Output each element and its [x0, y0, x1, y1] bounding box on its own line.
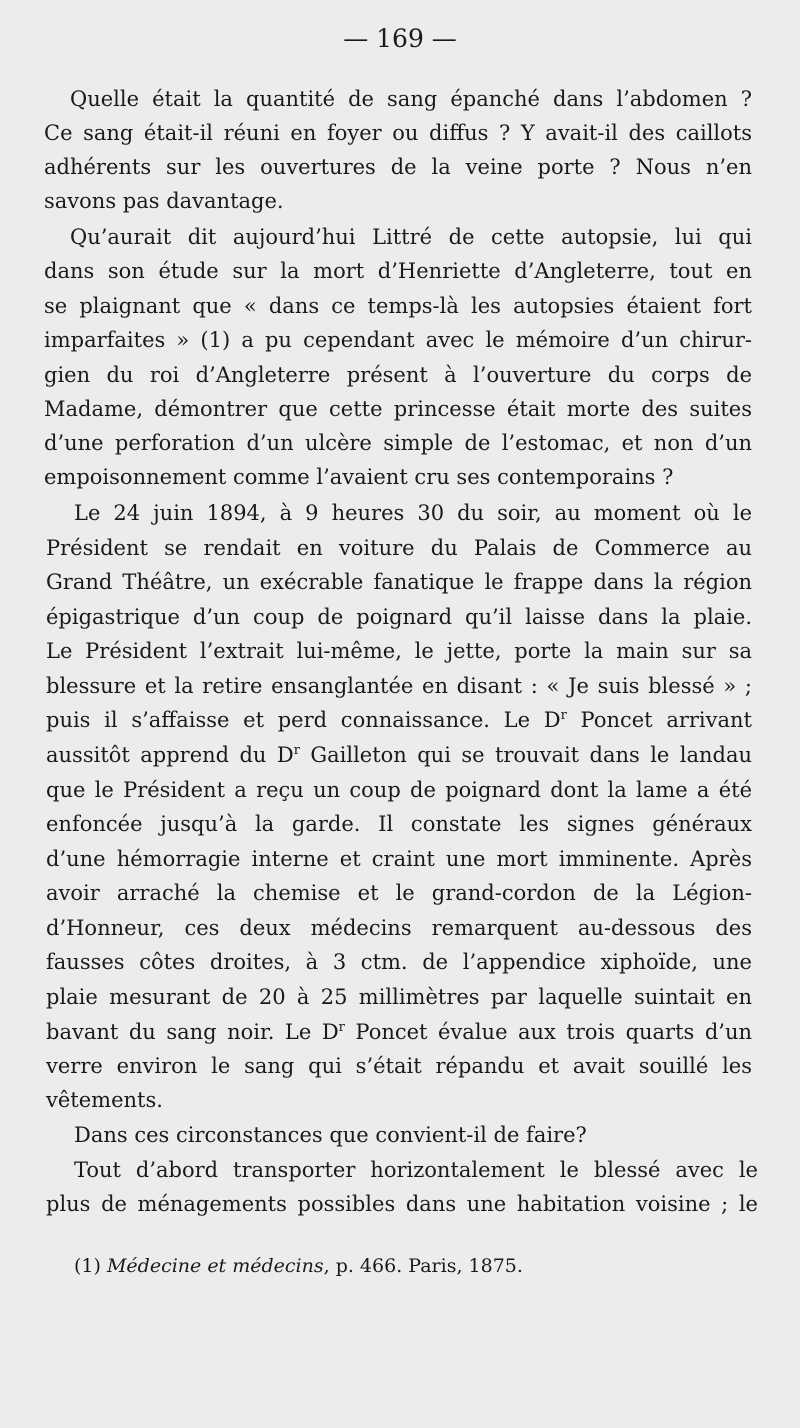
footnote-title: Médecine et médecins — [106, 1255, 324, 1277]
text-line: imparfaites » (1) a pu cependant avec le mémoire d’un chirur- — [44, 328, 752, 352]
text-line: dans son étude sur la mort d’Henriette d’Angleterre, tout en — [44, 259, 752, 283]
text-line: Tout d’abord transporter horizontalement le blessé avec le — [74, 1158, 758, 1182]
text-line: Le Président l’extrait lui-même, le jette, porte la main sur sa — [46, 639, 752, 663]
footnote-rest: , p. 466. Paris, 1875. — [323, 1255, 523, 1277]
text-line: Qu’aurait dit aujourd’hui Littré de cette autopsie, lui qui — [70, 225, 752, 249]
text-line: empoisonnement comme l’avaient cru ses contemporains ? — [44, 465, 674, 489]
text-line: d’une perforation d’un ulcère simple de l’estomac, et non d’un — [44, 431, 752, 455]
text-line: puis il s’affaisse et perd connaissance. Le $D^r$ Poncet arrivant — [46, 708, 752, 732]
footnote-marker: (1) — [74, 1255, 101, 1277]
text-line: Le 24 juin 1894, à 9 heures 30 du soir, au moment où le — [74, 501, 752, 525]
text-line: blessure et la retire ensanglantée en disant : « Je suis blessé » ; — [46, 674, 752, 698]
text-line: savons pas davantage. — [44, 189, 284, 213]
page-number: — 169 — — [343, 24, 457, 53]
text-line: plus de ménagements possibles dans une habitation voisine ; le — [46, 1192, 758, 1216]
text-line: aussitôt apprend du $D^r$ Gailleton qui se trouvait dans le landau — [46, 743, 753, 767]
text-line: Madame, démontrer que cette princesse était morte des suites — [44, 397, 752, 421]
text-line: plaie mesurant de 20 à 25 millimètres par laquelle suintait en — [46, 985, 752, 1009]
text-line: bavant du sang noir. Le $D^r$ Poncet évalue aux trois quarts d’un — [46, 1020, 752, 1044]
text-line: Dans ces circonstances que convient-il de faire? — [74, 1123, 587, 1147]
text-line: Président se rendait en voiture du Palais de Commerce au — [46, 536, 752, 560]
text-line: avoir arraché la chemise et le grand-cordon de la Légion- — [46, 881, 752, 905]
text-line: adhérents sur les ouvertures de la veine porte ? Nous n’en — [44, 155, 752, 179]
text-line: Quelle était la quantité de sang épanché dans l’abdomen ? — [70, 87, 752, 111]
text-line: épigastrique d’un coup de poignard qu’il laisse dans la plaie. — [46, 605, 752, 629]
text-line: verre environ le sang qui s’était répandu et avait souillé les — [46, 1054, 752, 1078]
text-line: d’Honneur, ces deux médecins remarquent au-dessous des — [46, 916, 752, 940]
text-line: d’une hémorragie interne et craint une mort imminente. Après — [46, 847, 752, 871]
text-line: Grand Théâtre, un exécrable fanatique le frappe dans la région — [46, 570, 752, 594]
text-line: se plaignant que « dans ce temps-là les autopsies étaient fort — [44, 294, 752, 318]
text-line: que le Président a reçu un coup de poignard dont la lame a été — [46, 778, 752, 802]
footnote — [74, 1255, 523, 1277]
text-line: fausses côtes droites, à 3 ctm. de l’appendice xiphoïde, une — [46, 950, 752, 974]
text-line: gien du roi d’Angleterre présent à l’ouverture du corps de — [44, 363, 752, 387]
text-line: vêtements. — [46, 1088, 163, 1112]
text-line: enfoncée jusqu’à la garde. Il constate les signes généraux — [46, 812, 752, 836]
text-line: Ce sang était-il réuni en foyer ou diffus ? Y avait-il des caillots — [44, 121, 752, 145]
